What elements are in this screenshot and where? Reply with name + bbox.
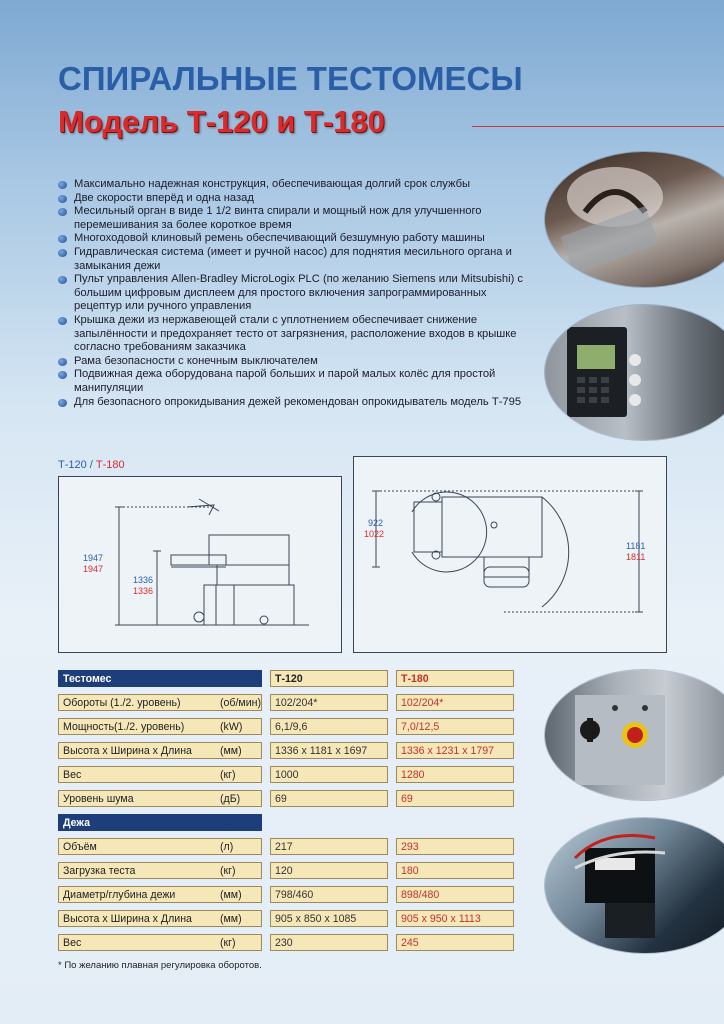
top-view-diagram <box>353 456 667 653</box>
top-view-drawing <box>354 457 666 652</box>
dim-right-t180: 1811 <box>626 552 646 562</box>
feature-item: Максимально надежная конструкция, обеспечивающая долгий срок службы <box>58 178 528 192</box>
dim-right-t120: 1181 <box>626 541 646 551</box>
header-t120: Т-120 <box>270 670 388 687</box>
control-panel-illustration <box>545 305 724 440</box>
feature-item: Многоходовой клиновый ремень обеспечивающий безшумную работу машины <box>58 232 528 246</box>
hydraulic-unit-photo <box>545 818 724 953</box>
mixer-spiral-illustration <box>545 152 724 287</box>
feature-list <box>58 178 528 409</box>
switch-panel-photo <box>545 670 724 800</box>
table-row: Высота x Ширина x Длина (мм) 905 x 850 x 1085 905 x 950 x 1113 <box>58 910 518 927</box>
feature-item: Две скорости вперёд и одна назад <box>58 192 528 206</box>
bullet-icon <box>58 208 67 216</box>
switch-panel-illustration <box>545 670 724 800</box>
table-row: Диаметр/глубина дежи (мм) 798/460 898/480 <box>58 886 518 903</box>
feature-item: Месильный орган в виде 1 1/2 винта спирали и мощный нож для улучшенного перемешивания за более короткое время <box>58 205 528 232</box>
table-row: Мощность(1./2. уровень) (kW) 6,1/9,6 7,0/12,5 <box>58 718 518 735</box>
page-title: СПИРАЛЬНЫЕ ТЕСТОМЕСЫ <box>58 60 523 97</box>
header-t180: Т-180 <box>396 670 514 687</box>
feature-item: Пульт управления Allen-Bradley MicroLogix PLC (по желанию Siemens или Mitsubishi) с большим цифровым дисплеем для простого включения запрограммированных рецептур или ручного управления <box>58 273 528 314</box>
feature-item: Гидравлическая система (имеет и ручной насос) для поднятия месильного органа и замыкания дежи <box>58 246 528 273</box>
bullet-icon <box>58 181 67 189</box>
feature-item: Для безопасного опрокидывания дежей рекомендован опрокидыватель модель Т-795 <box>58 396 528 410</box>
header-mixer: Тестомес <box>58 670 262 687</box>
title-divider <box>472 126 724 127</box>
table-row: Высота x Ширина x Длина (мм) 1336 x 1181 x 1697 1336 x 1231 x 1797 <box>58 742 518 759</box>
mixer-spiral-photo <box>545 152 724 287</box>
footnote: * По желанию плавная регулировка оборотов. <box>58 960 262 971</box>
feature-item: Подвижная дежа оборудована парой больших и парой малых колёс для простой манипуляции <box>58 368 528 395</box>
hydraulic-unit-illustration <box>545 818 724 953</box>
diagram-model-label: Т-120 / Т-180 <box>58 459 125 471</box>
bullet-icon <box>58 317 67 325</box>
table-row: Загрузка теста (кг) 120 180 <box>58 862 518 879</box>
bullet-icon <box>58 358 67 366</box>
bullet-icon <box>58 276 67 284</box>
section-bowl: Дежа <box>58 814 262 831</box>
table-section-header <box>58 814 518 831</box>
dim-bowl-t120: 1336 <box>133 575 154 585</box>
feature-item: Рама безопасности с конечным выключателем <box>58 355 528 369</box>
feature-item: Крышка дежи из нержавеющей стали с уплотнением обеспечивает снижение запылённости и предохраняет тесто от загрязнения, расположение входов в крышке согласно требованиям заказчика <box>58 314 528 355</box>
bullet-icon <box>58 399 67 407</box>
dim-total-t180: 1947 <box>83 564 104 574</box>
table-header-row <box>58 670 518 687</box>
side-view-drawing <box>59 477 341 652</box>
table-row: Объём (л) 217 293 <box>58 838 518 855</box>
bullet-icon <box>58 371 67 379</box>
bullet-icon <box>58 235 67 243</box>
page-subtitle: Модель Т-120 и Т-180 <box>58 104 385 139</box>
dim-bowl-t180: 1336 <box>133 586 154 596</box>
bullet-icon <box>58 249 67 257</box>
table-row: Обороты (1./2. уровень) (об/мин) 102/204* 102/204* <box>58 694 518 711</box>
table-row: Уровень шума (дБ) 69 69 <box>58 790 518 807</box>
side-view-diagram <box>58 476 342 653</box>
dim-left-t120: 922 <box>368 518 384 528</box>
dim-total-t120: 1947 <box>83 553 104 563</box>
bullet-icon <box>58 195 67 203</box>
control-panel-photo <box>545 305 724 440</box>
dim-left-t180: 1022 <box>364 529 385 539</box>
table-row: Вес (кг) 1000 1280 <box>58 766 518 783</box>
table-row: Вес (кг) 230 245 <box>58 934 518 951</box>
